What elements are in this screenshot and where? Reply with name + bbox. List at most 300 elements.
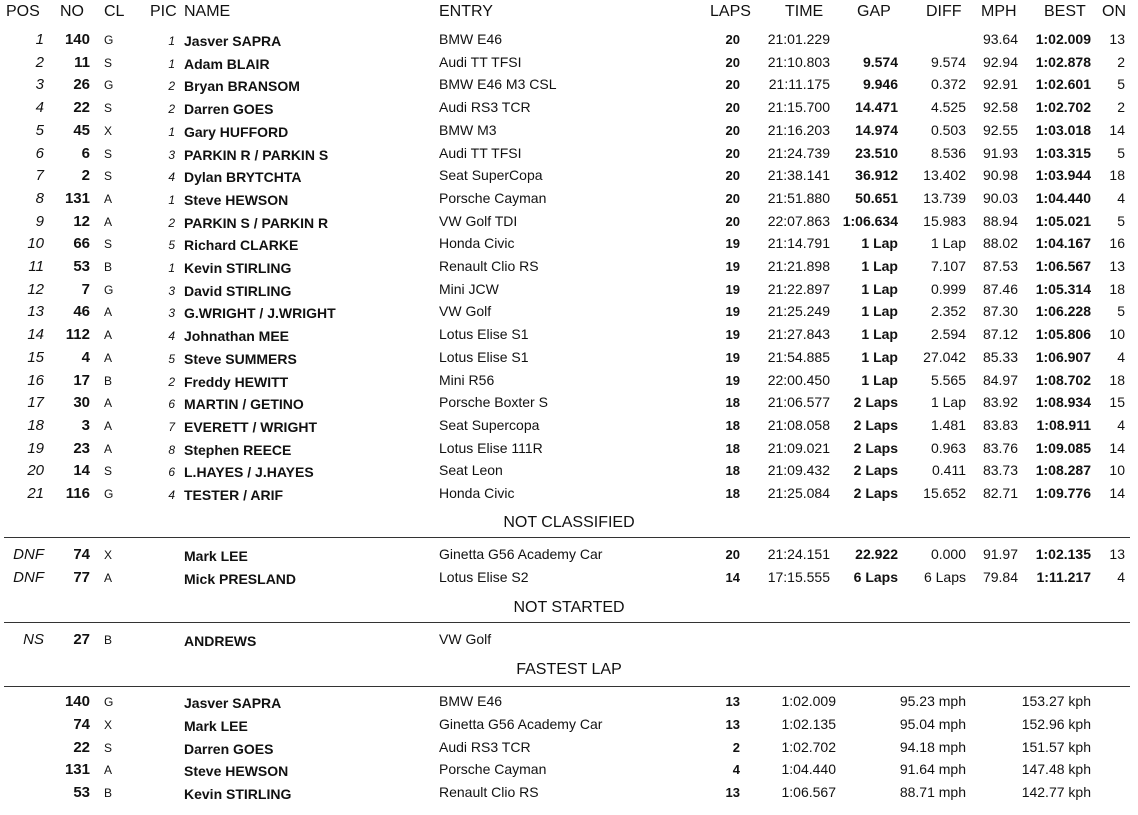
cell-no: 77 <box>73 568 90 586</box>
cell-pos: 12 <box>27 280 44 298</box>
cell-mph: 93.64 <box>982 31 1018 47</box>
cell-mph: 83.76 <box>982 439 1018 456</box>
cell-laps: 20 <box>725 190 740 206</box>
cell-on: 14 <box>1109 485 1125 501</box>
cell-laps: 19 <box>725 327 740 343</box>
cell-diff: 0.999 <box>930 280 966 297</box>
table-row <box>0 28 1138 50</box>
cell-on: 13 <box>1109 546 1125 562</box>
table-row <box>0 690 1138 712</box>
cell-gap: 1 Lap <box>861 280 898 297</box>
cell-mph: 87.12 <box>982 326 1018 343</box>
cell-entry: BMW E46 <box>439 693 503 709</box>
cell-pos: 1 <box>35 31 44 48</box>
table-row <box>0 255 1138 277</box>
header-entry: ENTRY <box>439 3 493 20</box>
cell-diff: 13.739 <box>923 189 966 206</box>
cell-on: 4 <box>1117 416 1125 433</box>
cell-diff: 7.107 <box>930 258 966 274</box>
cell-diff: 9.574 <box>930 53 966 70</box>
table-row <box>0 369 1138 391</box>
cell-name: Dylan BRYTCHTA <box>184 169 302 186</box>
cell-name: Richard CLARKE <box>184 237 299 254</box>
cell-gap: 14.471 <box>855 99 898 116</box>
cell-time: 1:02.702 <box>781 738 836 755</box>
cell-cl: G <box>104 33 114 47</box>
cell-no: 140 <box>64 693 90 710</box>
cell-entry: Seat SuperCopa <box>439 167 543 184</box>
cell-diff: 0.411 <box>932 462 966 479</box>
cell-diff: 0.963 <box>930 439 966 456</box>
table-row <box>0 300 1138 322</box>
cell-mph: 90.98 <box>982 167 1018 184</box>
cell-time: 21:24.739 <box>767 144 830 161</box>
cell-pos: 9 <box>35 212 44 230</box>
cell-cl: G <box>104 487 114 501</box>
cell-no: 131 <box>64 761 90 779</box>
cell-laps: 19 <box>725 236 740 252</box>
cell-no: 7 <box>81 280 90 298</box>
cell-on: 18 <box>1109 371 1125 388</box>
cell-time: 21:09.021 <box>767 439 830 456</box>
cell-mph: 91.64 mph <box>899 761 966 778</box>
cell-entry: BMW M3 <box>439 121 497 138</box>
divider <box>4 686 1130 687</box>
cell-no: 46 <box>73 303 90 321</box>
cell-pic: 2 <box>168 102 175 117</box>
header-cl: CL <box>104 3 125 20</box>
cell-name: Adam BLAIR <box>184 55 270 72</box>
cell-name: Freddy HEWITT <box>184 373 289 390</box>
cell-name: Stephen REECE <box>184 441 292 458</box>
cell-cl: S <box>104 237 113 252</box>
cell-time: 21:14.791 <box>767 235 830 252</box>
cell-best: 1:03.315 <box>1035 144 1091 161</box>
cell-pic: 3 <box>168 306 175 321</box>
cell-mph: 92.91 <box>982 76 1018 93</box>
cell-kph: 147.48 kph <box>1021 761 1091 778</box>
cell-best: 1:08.702 <box>1035 371 1091 388</box>
cell-entry: Ginetta G56 Academy Car <box>439 546 603 562</box>
cell-no: 112 <box>65 326 90 344</box>
cell-no: 30 <box>73 394 90 412</box>
cell-time: 21:01.229 <box>767 31 830 47</box>
cell-mph: 92.55 <box>982 121 1018 138</box>
cell-pic: 4 <box>168 488 175 502</box>
cell-best: 1:05.021 <box>1035 212 1091 229</box>
cell-cl: G <box>104 282 114 297</box>
cell-time: 21:11.175 <box>768 76 830 93</box>
cell-no: 74 <box>73 715 90 733</box>
cell-cl: G <box>104 695 114 709</box>
cell-entry: Ginetta G56 Academy Car <box>439 715 603 732</box>
cell-pos: 15 <box>27 348 44 366</box>
cell-pos: NS <box>23 631 44 648</box>
cell-best: 1:08.934 <box>1035 394 1091 411</box>
cell-mph: 92.58 <box>982 99 1018 116</box>
cell-laps: 20 <box>725 145 740 161</box>
cell-pos: 17 <box>27 394 44 412</box>
header-diff: DIFF <box>926 3 962 20</box>
cell-time: 21:22.897 <box>767 280 830 297</box>
header-pos: POS <box>6 3 40 20</box>
cell-entry: Renault Clio RS <box>439 784 539 801</box>
cell-entry: Mini R56 <box>439 371 495 388</box>
cell-name: L.HAYES / J.HAYES <box>184 464 314 481</box>
cell-best: 1:08.287 <box>1035 462 1091 479</box>
cell-gap: 2 Laps <box>853 416 898 433</box>
cell-cl: A <box>104 418 113 433</box>
cell-best: 1:03.018 <box>1035 121 1091 138</box>
cell-on: 15 <box>1109 394 1125 411</box>
table-row <box>0 278 1138 300</box>
cell-laps: 20 <box>725 100 740 116</box>
cell-time: 21:09.432 <box>767 462 830 479</box>
cell-no: 6 <box>81 144 90 162</box>
cell-laps: 20 <box>725 77 740 93</box>
cell-best: 1:03.944 <box>1035 167 1091 184</box>
fastest-lap-title: FASTEST LAP <box>516 661 622 678</box>
cell-kph: 153.27 kph <box>1021 693 1091 709</box>
cell-pos: DNF <box>13 568 44 586</box>
cell-diff: 0.372 <box>930 76 966 93</box>
cell-on: 2 <box>1117 99 1125 116</box>
cell-diff: 0.000 <box>930 546 966 562</box>
cell-cl: A <box>104 328 113 343</box>
cell-best: 1:02.702 <box>1035 99 1091 116</box>
cell-entry: VW Golf <box>439 303 492 320</box>
cell-no: 4 <box>81 348 90 366</box>
cell-lap: 13 <box>725 716 740 732</box>
cell-diff: 1.481 <box>930 416 966 433</box>
cell-laps: 19 <box>725 281 740 297</box>
cell-name: Steve HEWSON <box>184 191 289 208</box>
cell-time: 1:04.440 <box>781 761 836 778</box>
cell-no: 131 <box>64 189 90 207</box>
header-pic: PIC <box>150 3 177 20</box>
cell-best: 1:02.009 <box>1035 31 1091 47</box>
cell-on: 5 <box>1117 303 1125 320</box>
cell-laps: 20 <box>725 168 740 184</box>
cell-mph: 95.04 mph <box>899 715 966 732</box>
cell-pic: 8 <box>168 442 175 457</box>
cell-on: 4 <box>1117 348 1125 365</box>
cell-entry: Mini JCW <box>439 280 499 297</box>
cell-name: Johnathan MEE <box>184 328 290 345</box>
cell-pos: 10 <box>27 235 44 253</box>
header-name: NAME <box>184 3 231 20</box>
cell-cl: X <box>104 548 113 562</box>
cell-gap: 2 Laps <box>853 462 898 479</box>
cell-mph: 91.93 <box>982 144 1018 161</box>
cell-laps: 19 <box>725 304 740 320</box>
cell-entry: Seat Leon <box>439 462 503 479</box>
cell-on: 5 <box>1117 212 1125 229</box>
cell-entry: Audi TT TFSI <box>439 144 522 161</box>
cell-gap: 2 Laps <box>853 439 898 456</box>
cell-name: Mick PRESLAND <box>184 570 297 587</box>
cell-best: 1:06.907 <box>1035 348 1091 365</box>
cell-no: 116 <box>65 485 90 502</box>
cell-mph: 79.84 <box>982 568 1018 585</box>
divider <box>4 622 1130 623</box>
cell-pos: 11 <box>28 258 44 275</box>
cell-diff: 1 Lap <box>930 394 966 411</box>
cell-name: Jasver SAPRA <box>184 695 282 711</box>
table-row <box>0 187 1138 209</box>
cell-diff: 15.983 <box>923 212 966 229</box>
table-row <box>0 543 1138 565</box>
cell-best: 1:05.314 <box>1035 280 1091 297</box>
table-row <box>0 142 1138 164</box>
cell-cl: A <box>104 763 113 778</box>
cell-pos: 14 <box>27 326 44 344</box>
cell-laps: 18 <box>725 463 740 479</box>
cell-laps: 20 <box>725 54 740 70</box>
cell-best: 1:04.440 <box>1035 189 1091 206</box>
cell-time: 21:54.885 <box>767 348 830 365</box>
cell-pos: 19 <box>27 439 44 457</box>
cell-mph: 90.03 <box>982 189 1018 206</box>
cell-no: 12 <box>73 212 90 230</box>
cell-mph: 95.23 mph <box>899 693 966 709</box>
cell-name: ANDREWS <box>184 633 257 649</box>
header-best: BEST <box>1044 3 1086 20</box>
cell-pos: 5 <box>35 121 44 139</box>
table-row <box>0 414 1138 436</box>
cell-name: Steve HEWSON <box>184 763 289 780</box>
cell-no: 53 <box>73 784 90 802</box>
cell-no: 3 <box>81 416 90 434</box>
cell-mph: 88.94 <box>982 212 1018 229</box>
cell-cl: B <box>104 260 113 274</box>
cell-name: Gary HUFFORD <box>184 123 289 140</box>
cell-pos: 16 <box>27 371 44 389</box>
cell-gap: 1 Lap <box>861 258 898 274</box>
cell-time: 21:10.803 <box>767 53 830 70</box>
cell-kph: 152.96 kph <box>1021 715 1091 732</box>
cell-diff: 2.352 <box>930 303 966 320</box>
header-on: ON <box>1102 3 1126 20</box>
cell-entry: Porsche Boxter S <box>439 394 548 411</box>
cell-cl: S <box>104 101 113 116</box>
table-row <box>0 164 1138 186</box>
cell-pos: 4 <box>35 99 44 117</box>
table-row <box>0 73 1138 95</box>
cell-mph: 94.18 mph <box>899 738 966 755</box>
cell-pos: 6 <box>35 144 44 162</box>
cell-on: 4 <box>1117 568 1125 585</box>
cell-laps: 18 <box>725 486 740 501</box>
cell-entry: Lotus Elise S1 <box>439 348 529 365</box>
cell-gap: 1 Lap <box>861 348 898 365</box>
cell-pic: 1 <box>168 56 175 71</box>
cell-best: 1:05.806 <box>1035 326 1091 343</box>
table-row <box>0 51 1138 73</box>
cell-gap: 1:06.634 <box>842 212 898 229</box>
cell-time: 21:06.577 <box>767 394 830 411</box>
header-mph: MPH <box>981 3 1017 20</box>
cell-mph: 83.73 <box>982 462 1018 479</box>
table-row <box>0 758 1138 780</box>
cell-time: 21:15.700 <box>767 99 830 116</box>
cell-cl: A <box>104 191 113 206</box>
cell-cl: A <box>104 305 113 320</box>
cell-on: 13 <box>1109 258 1125 274</box>
cell-on: 5 <box>1117 76 1125 93</box>
cell-name: Mark LEE <box>184 717 248 734</box>
cell-name: Kevin STIRLING <box>184 786 292 803</box>
cell-on: 14 <box>1109 121 1125 138</box>
cell-best: 1:06.567 <box>1035 258 1091 274</box>
cell-no: 23 <box>73 439 90 457</box>
cell-gap: 9.946 <box>862 76 898 93</box>
cell-gap: 2 Laps <box>853 485 898 501</box>
cell-on: 14 <box>1109 439 1125 456</box>
cell-pic: 4 <box>168 170 175 185</box>
cell-pic: 2 <box>168 374 175 389</box>
cell-mph: 83.92 <box>982 394 1018 411</box>
cell-pos: 13 <box>27 303 44 321</box>
cell-pic: 1 <box>168 124 175 139</box>
header-time: TIME <box>785 3 824 20</box>
header-laps: LAPS <box>710 3 751 20</box>
cell-name: EVERETT / WRIGHT <box>184 418 317 435</box>
cell-gap: 1 Lap <box>861 326 898 343</box>
table-row <box>0 232 1138 254</box>
cell-gap: 6 Laps <box>853 568 898 585</box>
cell-entry: Audi RS3 TCR <box>439 99 531 116</box>
cell-diff: 2.594 <box>930 326 966 343</box>
cell-best: 1:08.911 <box>1036 416 1091 433</box>
cell-laps: 18 <box>725 417 740 433</box>
cell-pic: 3 <box>168 283 175 298</box>
cell-no: 17 <box>73 371 90 389</box>
cell-mph: 85.33 <box>982 348 1018 365</box>
cell-diff: 0.503 <box>930 121 966 138</box>
table-row <box>0 566 1138 588</box>
cell-pic: 7 <box>168 419 175 434</box>
cell-lap: 13 <box>725 785 740 801</box>
cell-time: 22:00.450 <box>767 371 830 388</box>
cell-mph: 87.46 <box>982 280 1018 297</box>
cell-gap: 1 Lap <box>861 235 898 252</box>
table-row <box>0 346 1138 368</box>
cell-no: 74 <box>73 546 90 563</box>
cell-on: 18 <box>1109 167 1125 184</box>
cell-entry: Lotus Elise 111R <box>439 439 543 456</box>
cell-entry: VW Golf <box>439 631 492 647</box>
cell-best: 1:02.135 <box>1035 546 1091 562</box>
cell-time: 21:27.843 <box>767 326 830 343</box>
cell-pos: 8 <box>35 189 44 207</box>
cell-cl: S <box>104 464 113 479</box>
cell-on: 2 <box>1117 53 1125 70</box>
cell-name: MARTIN / GETINO <box>184 396 304 413</box>
cell-name: Darren GOES <box>184 101 274 118</box>
cell-pic: 1 <box>168 34 175 48</box>
cell-time: 21:24.151 <box>767 546 830 562</box>
cell-name: David STIRLING <box>184 282 292 299</box>
cell-entry: VW Golf TDI <box>439 212 518 229</box>
cell-pic: 1 <box>168 192 175 207</box>
cell-pos: 20 <box>27 462 44 480</box>
cell-cl: A <box>104 396 113 411</box>
cell-gap: 2 Laps <box>853 394 898 411</box>
cell-time: 21:38.141 <box>767 167 830 184</box>
cell-no: 22 <box>73 738 90 756</box>
cell-name: PARKIN S / PARKIN R <box>184 214 329 231</box>
cell-laps: 19 <box>725 349 740 365</box>
cell-cl: S <box>104 146 113 161</box>
cell-cl: A <box>104 350 113 365</box>
cell-no: 53 <box>73 258 90 275</box>
cell-kph: 142.77 kph <box>1021 784 1091 801</box>
cell-gap: 1 Lap <box>861 303 898 320</box>
cell-entry: Seat Supercopa <box>439 416 540 433</box>
table-row <box>0 713 1138 735</box>
cell-best: 1:09.085 <box>1035 439 1091 456</box>
cell-gap: 14.974 <box>855 121 898 138</box>
cell-pos: 18 <box>27 416 44 434</box>
cell-no: 22 <box>73 99 90 117</box>
cell-no: 2 <box>81 167 90 185</box>
cell-cl: B <box>104 786 113 801</box>
cell-best: 1:04.167 <box>1035 235 1091 252</box>
table-row <box>0 323 1138 345</box>
cell-diff: 1 Lap <box>930 235 966 252</box>
cell-time: 21:51.880 <box>767 189 830 206</box>
cell-on: 18 <box>1109 280 1125 297</box>
cell-laps: 18 <box>725 440 740 456</box>
cell-entry: Honda Civic <box>439 235 515 252</box>
not-classified-title: NOT CLASSIFIED <box>503 514 635 531</box>
cell-laps: 14 <box>725 569 740 585</box>
cell-name: Mark LEE <box>184 548 248 564</box>
cell-pic: 4 <box>168 329 175 344</box>
cell-mph: 92.94 <box>982 53 1018 70</box>
cell-time: 21:25.084 <box>767 485 830 501</box>
table-row <box>0 781 1138 803</box>
cell-laps: 19 <box>725 372 740 388</box>
cell-cl: G <box>104 78 114 93</box>
table-row <box>0 736 1138 758</box>
cell-gap: 1 Lap <box>861 371 898 388</box>
cell-time: 21:16.203 <box>767 121 830 138</box>
cell-lap: 2 <box>732 739 740 755</box>
cell-name: Bryan BRANSOM <box>184 78 300 95</box>
cell-entry: BMW E46 <box>439 31 503 47</box>
cell-no: 45 <box>73 121 90 139</box>
cell-pic: 2 <box>168 79 175 94</box>
cell-entry: Audi TT TFSI <box>439 53 522 70</box>
cell-diff: 5.565 <box>930 371 966 388</box>
cell-name: Steve SUMMERS <box>184 350 297 367</box>
cell-name: TESTER / ARIF <box>184 487 284 503</box>
cell-on: 5 <box>1117 144 1125 161</box>
cell-laps: 18 <box>725 395 740 411</box>
cell-pos: 7 <box>35 167 44 185</box>
cell-cl: B <box>104 373 113 388</box>
cell-best: 1:06.228 <box>1035 303 1091 320</box>
cell-on: 4 <box>1117 189 1125 206</box>
cell-entry: BMW E46 M3 CSL <box>439 76 557 93</box>
cell-entry: Renault Clio RS <box>439 258 539 274</box>
cell-gap: 23.510 <box>855 144 898 161</box>
cell-kph: 151.57 kph <box>1021 738 1091 755</box>
cell-laps: 20 <box>725 32 740 47</box>
cell-diff: 27.042 <box>923 348 966 365</box>
